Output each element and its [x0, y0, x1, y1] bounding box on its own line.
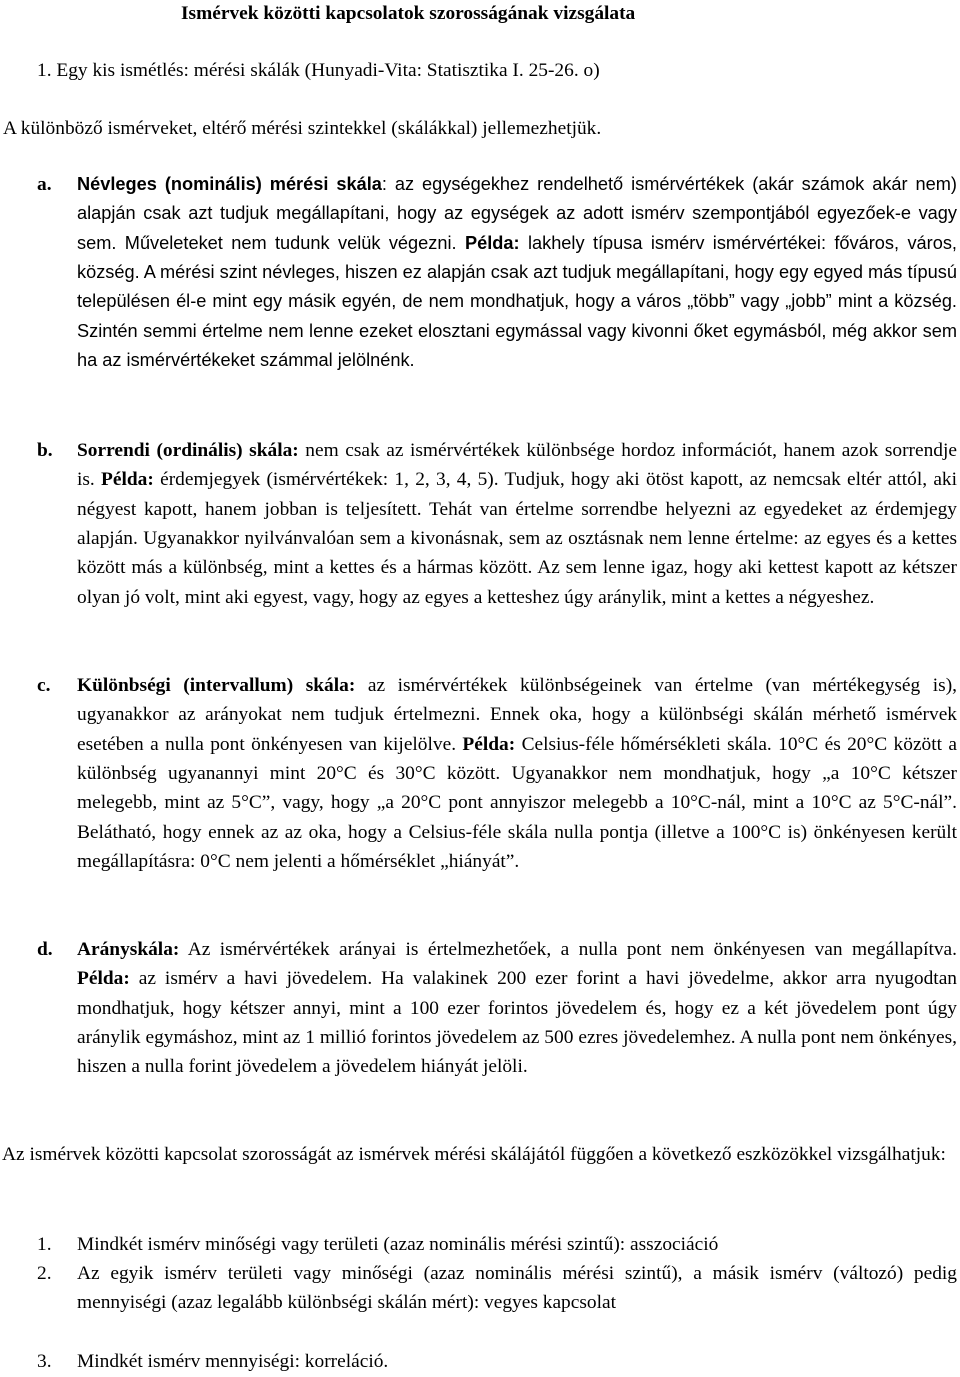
scale-text-continued: Celsius-féle hőmérsékleti skála. 10°C és 20°C között a különbség ugyanannyi mint 20°C és 30°C között. Ugyanakkor nem mondhatjuk, hogy „a 10°C kétszer melegebb, mint az 5°C”, vagy, hogy „a 20°C pont annyiszor melegebb a 10°C-nál, mint a 10°C az 5°C-nál”. Belátható, hogy ennek az az oka, hogy a Celsius-féle skála nulla pontja (illetve a 100°C is) önkényesen került megállapításra: 0°C nem jelenti a hőmérséklet „hiányát”. [77, 733, 957, 873]
summary-text: Az ismérvek közötti kapcsolat szorosságát az ismérvek mérési skálájától függően a következő eszközökkel vizsgálhatjuk: [2, 1144, 946, 1165]
scale-text: : az egységekhez rendelhető ismérvértékek (akár számok akár nem) alapján csak azt tudjuk megállapítani, hogy az egységek az adott ismérv szempontjából egyezőek-e vagy sem. Műveleteket nem tudunk velük végezni. [77, 174, 957, 253]
page-title: Ismérvek közötti kapcsolatok szorosságának vizsgálata [181, 3, 636, 24]
intro-text: A különböző ismérveket, eltérő mérési szintekkel (skálákkal) jellemezhetjük. [3, 118, 602, 139]
method-text: Az egyik ismérv területi vagy minőségi (azaz nominális mérési szintű), a másik ismérv (változó) pedig mennyiségi (azaz legalább különbségi skálán mért): vegyes kapcsolat [77, 1263, 957, 1314]
scale-term: Arányskála: [77, 939, 180, 960]
scale-text: Az ismérvértékek arányai is értelmezhetőek, a nulla pont nem önkényesen van megállapítva. [179, 939, 957, 960]
scale-text: az ismérvértékek különbségeinek van értelme (van mértékegység is), ugyanakkor az arányokat nem tudjuk értelmezni. Ennek oka, hogy a különbségi skálán mérhető ismérvek esetében a nulla pont önkényesen van kijelölve. [77, 675, 958, 755]
method-text: Mindkét ismérv mennyiségi: korreláció. [77, 1351, 389, 1372]
example-text: lakhely típusa ismérv ismérvértékei: főváros, város, község. [77, 232, 957, 283]
method-item-2 [37, 1259, 957, 1318]
item-marker: b. [37, 440, 53, 461]
item-marker: c. [37, 675, 51, 696]
item-number: 1. [37, 1234, 52, 1255]
intro-list-item: 1. Egy kis ismétlés: mérési skálák (Hunyadi-Vita: Statisztika I. 25-26. o) [37, 60, 600, 81]
scale-text-continued: A mérési szint névleges, hiszen ez alapján csak azt tudjuk megállapítani, hogy egy egyed más típusú településen él-e mint egy másik egyén, de nem mondhatjuk, hogy a város „több” vagy „jobb” mint a község. Szintén semmi értelme nem lenne ezeket elosztani egymással vagy kivonni őket egymásból, még akkor sem ha az ismérvértékeket számmal jelölnénk. [77, 262, 957, 371]
example-label: Példa: [462, 733, 516, 755]
scale-item-b [37, 436, 958, 612]
item-number: 2. [37, 1263, 52, 1284]
example-label: Példa: [77, 968, 130, 990]
scale-term: Sorrendi (ordinális) skála: [77, 440, 299, 461]
scale-item-c [37, 671, 958, 876]
method-text: Mindkét ismérv minőségi vagy területi (azaz nominális mérési szintű): asszociáció [77, 1234, 719, 1255]
scale-text: nem csak az ismérvértékek különbsége hordoz információt, hanem azok sorrendje is. [77, 440, 957, 491]
scale-text-continued: érdemjegyek (ismérvértékek: 1, 2, 3, 4, 5). Tudjuk, hogy aki ötöst kapott, az nemcsak eltér attól, aki négyest kapott, hanem jobban is teljesített. Tehát van értelme sorrendbe helyezni az egyedeket az érdemjegy alapján. Ugyanakkor nyilvánvalóan sem a kivonásnak, sem az osztásnak nem lenne értelme: az egyes és a kettes között más a különbség, mint a kettes és a hármas között. Az sem lenne igaz, hogy aki kettest kapott az kétszer olyan jó volt, mint aki egyest, vagy, hogy az egyes a ketteshez úgy aránylik, mint a kettes a négyeshez. [77, 469, 958, 608]
item-number: 3. [37, 1351, 52, 1372]
scale-term: Különbségi (intervallum) skála: [77, 675, 356, 696]
method-item-3 [37, 1347, 957, 1376]
item-marker: d. [37, 939, 53, 960]
scale-item-d [37, 935, 957, 1082]
scale-text-continued: az ismérv a havi jövedelem. Ha valakinek 200 ezer forint a havi jövedelme, akkor arra nyugodtan mondhatjuk, hogy kétszer annyi, mint a 100 ezer forintos jövedelem és, hogy ez a két jövedelem pont úgy aránylik egymáshoz, mint az 1 millió forintos jövedelem az 500 ezres jövedelemhez. A nulla pont nem önkényes, hiszen a nulla forint jövedelem a jövedelem hiányát jelöli. [77, 968, 957, 1078]
method-item-1 [37, 1230, 957, 1259]
item-marker: a. [37, 174, 52, 195]
example-label: Példa: [94, 469, 154, 491]
scale-item-a [37, 170, 957, 375]
scale-term: Névleges (nominális) mérési skála [77, 174, 382, 194]
example-label: Példa: [464, 232, 520, 253]
